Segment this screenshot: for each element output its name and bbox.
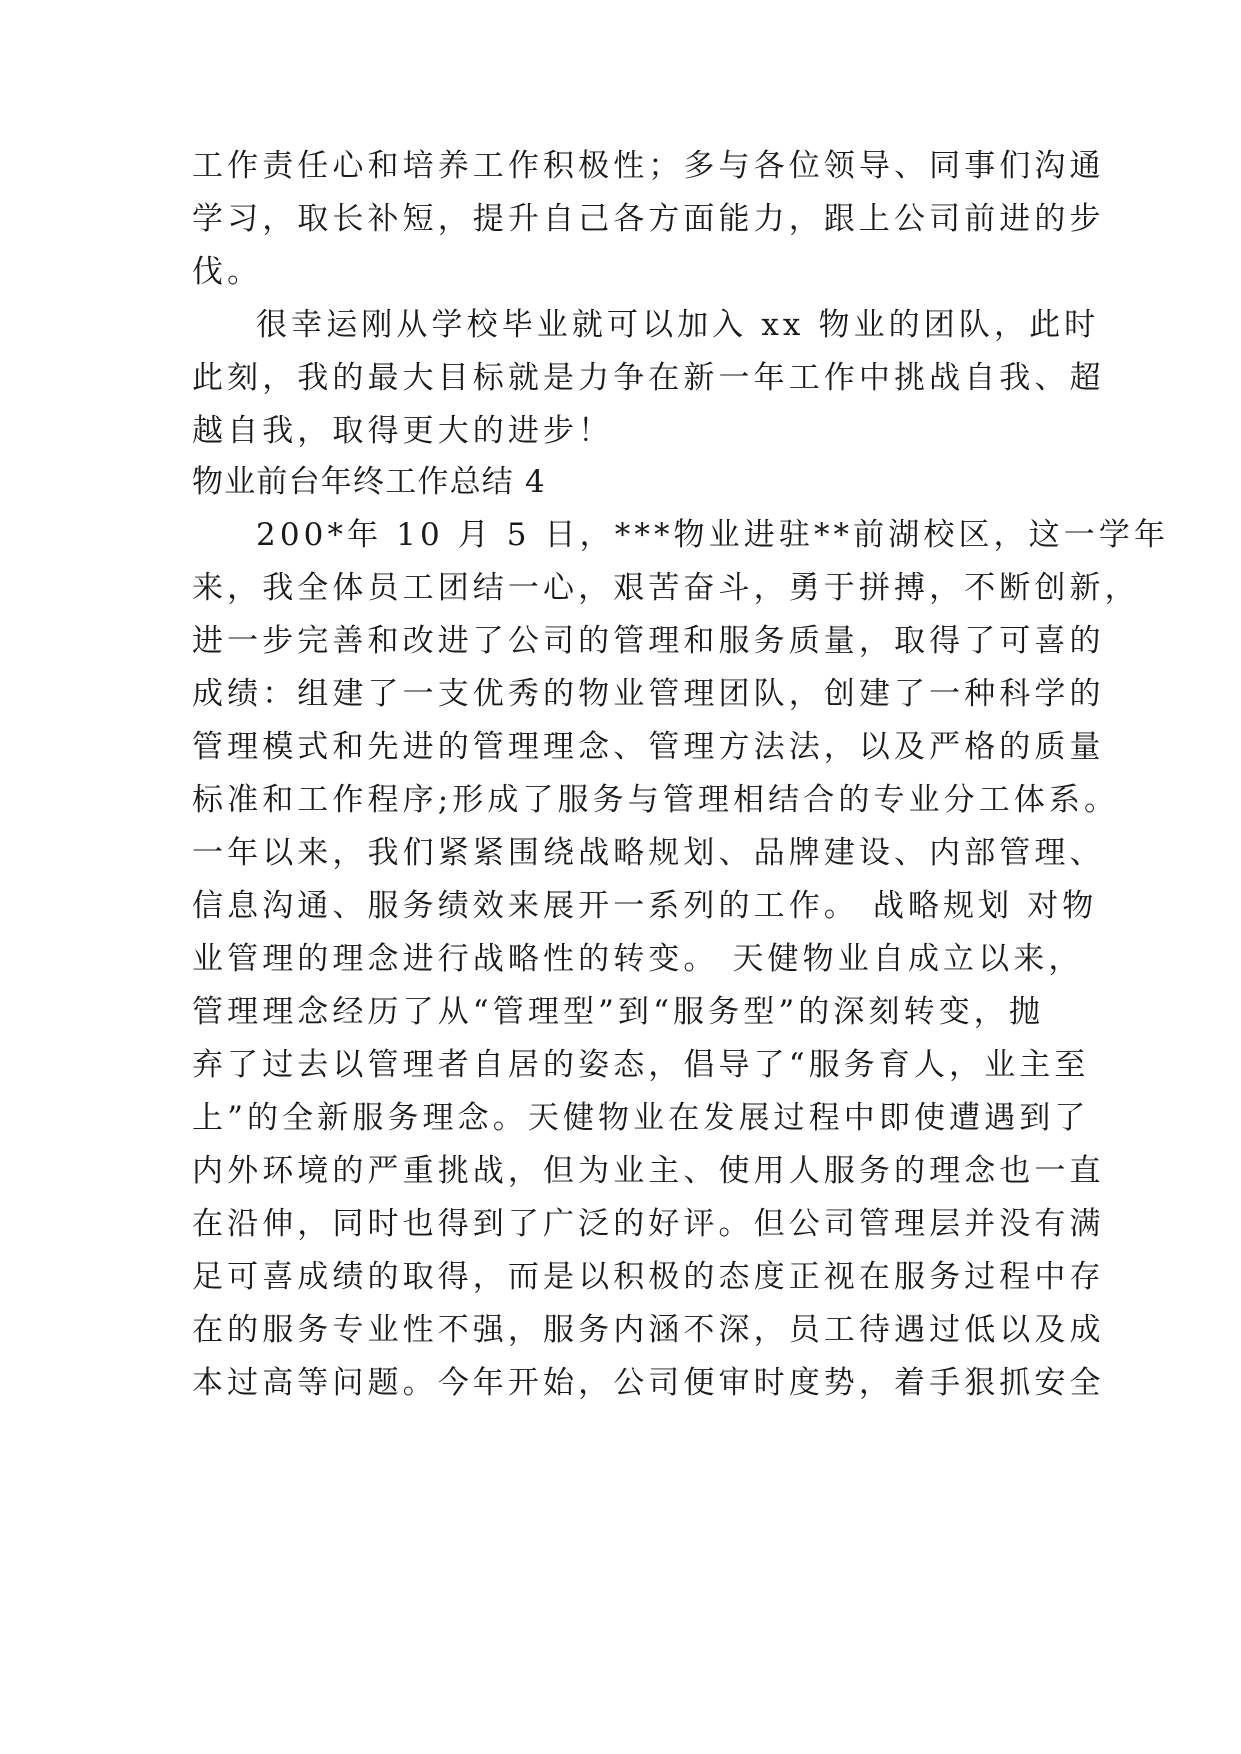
- body-line-21: 在沿伸，同时也得到了广泛的好评。但公司管理层并没有满: [192, 1206, 1105, 1242]
- body-line-15: 信息沟通、服务绩效来展开一系列的工作。 战略规划 对物: [192, 888, 1098, 924]
- body-line-5: 此刻，我的最大目标就是力争在新一年工作中挑战自我、超: [192, 360, 1105, 396]
- body-line-1: 工作责任心和培养工作积极性；多与各位领导、同事们沟通: [192, 148, 1105, 184]
- body-line-10: 进一步完善和改进了公司的管理和服务质量，取得了可喜的: [192, 623, 1105, 659]
- body-line-24: 本过高等问题。今年开始，公司便审时度势，着手狠抓安全: [192, 1365, 1105, 1401]
- body-line-16: 业管理的理念进行战略性的转变。 天健物业自成立以来，: [192, 941, 1084, 977]
- body-line-6: 越自我，取得更大的进步！: [192, 413, 614, 449]
- section-heading: 物业前台年终工作总结 4: [192, 464, 546, 500]
- body-line-19: 上”的全新服务理念。天健物业在发展过程中即使遭遇到了: [192, 1100, 1090, 1136]
- body-line-12: 管理模式和先进的管理理念、管理方法法，以及严格的质量: [192, 729, 1105, 765]
- body-line-23: 在的服务专业性不强，服务内涵不深，员工待遇过低以及成: [192, 1312, 1105, 1348]
- body-line-17: 管理理念经历了从“管理型”到“服务型”的深刻转变，抛: [192, 994, 1044, 1030]
- paragraph-start-line: 200*年 10 月 5 日，***物业进驻**前湖校区，这一学年: [256, 517, 1170, 553]
- body-line-13: 标准和工作程序;形成了服务与管理相结合的专业分工体系。: [192, 782, 1120, 818]
- paragraph-start-line: 很幸运刚从学校毕业就可以加入 xx 物业的团队，此时: [256, 307, 1100, 343]
- body-line-11: 成绩：组建了一支优秀的物业管理团队，创建了一种科学的: [192, 676, 1105, 712]
- body-line-18: 弃了过去以管理者自居的姿态，倡导了“服务育人，业主至: [192, 1047, 1090, 1083]
- body-line-14: 一年以来，我们紧紧围绕战略规划、品牌建设、内部管理、: [192, 835, 1105, 871]
- body-line-2: 学习，取长补短，提升自己各方面能力，跟上公司前进的步: [192, 201, 1105, 237]
- body-line-20: 内外环境的严重挑战，但为业主、使用人服务的理念也一直: [192, 1153, 1105, 1189]
- body-line-22: 足可喜成绩的取得，而是以积极的态度正视在服务过程中存: [192, 1259, 1105, 1295]
- body-line-3: 伐。: [192, 254, 263, 290]
- body-line-9: 来，我全体员工团结一心，艰苦奋斗，勇于拼搏，不断创新，: [192, 570, 1140, 606]
